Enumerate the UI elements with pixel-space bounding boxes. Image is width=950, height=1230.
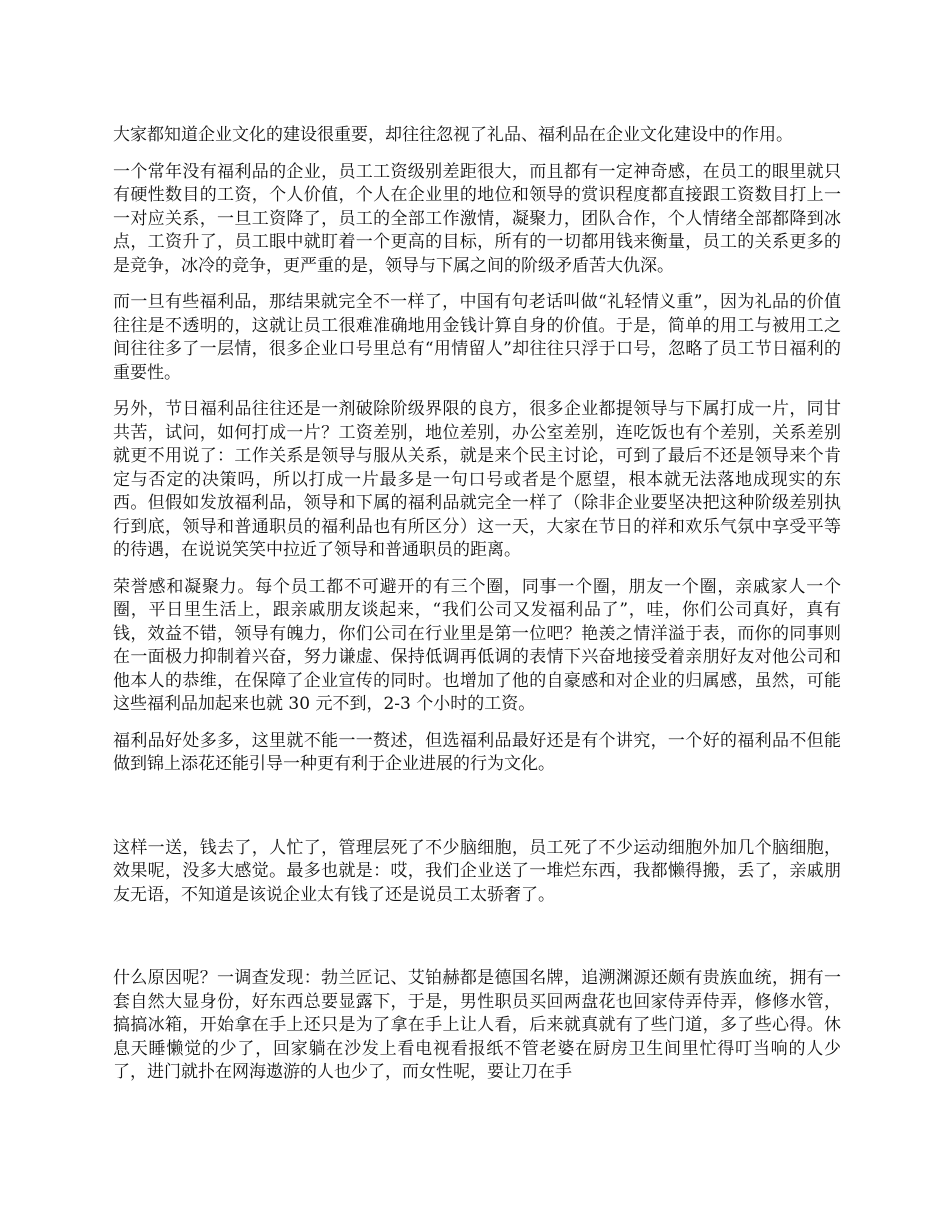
paragraph-class-barrier: 另外，节日福利品往往还是一剂破除阶级界限的良方，很多企业都提领导与下属打成一片，同甘共苦，试问，如何打成一片？工资差别，地位差别，办公室差别，连吃饭也有个差别，关系差别就更不用说了：工作关系是领导与服从关系，就是来个民主讨论，可到了最后不还是领导来个肯定与否定的决策吗，所以打成一片最多是一句口号或者是个愿望，根本就无法落地成现实的东西。但假如发放福利品，领导和下属的福利品就完全一样了（除非企业要坚决把这种阶级差别执行到底，领导和普通职员的福利品也有所区分）这一天，大家在节日的祥和欢乐气氛中享受平等的待遇，在说说笑笑中拉近了领导和普通职员的距离。 [113,399,841,560]
paragraph-benefits: 福利品好处多多，这里就不能一一赘述，但选福利品最好还是有个讲究，一个好的福利品不但能做到锦上添花还能引导一种更有利于企业进展的行为文化。 [113,730,841,774]
paragraph-intro: 大家都知道企业文化的建设很重要，却往往忽视了礼品、福利品在企业文化建设中的作用。 [113,125,793,145]
document-page [113,124,841,1098]
paragraph-honor-cohesion: 荣誉感和凝聚力。每个员工都不可避开的有三个圈，同事一个圈，朋友一个圈，亲戚家人一个圈，平日里生活上，跟亲戚朋友谈起来，“我们公司又发福利品了”，哇，你们公司真好，真有钱，效益不错，领导有魄力，你们公司在行业里是第一位吧？艳羡之情洋溢于表，而你的同事则在一面极力抑制着兴奋，努力谦虚、保持低调再低调的表情下兴奋地接受着亲朋好友对他公司和他本人的恭维，在保障了企业宣传的同时。也增加了他的自豪感和对企业的归属感，虽然，可能这些福利品加起来也就 30 元不到，2-3 个小时的工资。 [113,576,841,714]
paragraph-no-welfare: 一个常年没有福利品的企业，员工工资级别差距很大，而且都有一定神奇感，在员工的眼里就只有硬性数目的工资，个人价值，个人在企业里的地位和领导的赏识程度都直接跟工资数目打上一一对应关系，一旦工资降了，员工的全部工作激情，凝聚力，团队合作，个人情绪全部都降到冰点，工资升了，员工眼中就盯着一个更高的目标，所有的一切都用钱来衡量，员工的关系更多的是竞争，冰冷的竞争，更严重的是，领导与下属之间的阶级矛盾苦大仇深。 [113,161,841,276]
paragraph-with-welfare: 而一旦有些福利品，那结果就完全不一样了，中国有句老话叫做“礼轻情义重”，因为礼品的价值往往是不透明的，这就让员工很难准确地用金钱计算自身的价值。于是，简单的用工与被用工之间往往多了一层情，很多企业口号里总有“用情留人”却往往只浮于口号，忽略了员工节日福利的重要性。 [113,292,841,383]
paragraph-effect: 这样一送，钱去了，人忙了，管理层死了不少脑细胞，员工死了不少运动细胞外加几个脑细胞，效果呢，没多大感觉。最多也就是：哎，我们企业送了一堆烂东西，我都懒得搬，丢了，亲戚朋友无语，不知道是该说企业太有钱了还是说员工太骄奢了。 [113,837,841,905]
paragraph-reason: 什么原因呢？一调查发现：勃兰匠记、艾铂赫都是德国名牌，追溯渊源还颇有贵族血统，拥有一套自然大显身份，好东西总要显露下，于是，男性职员买回两盘花也回家侍弄侍弄，修修水管，搞搞冰箱，开始拿在手上还只是为了拿在手上让人看，后来就真就有了些门道，多了些心得。休息天睡懒觉的少了，回家躺在沙发上看电视看报纸不管老婆在厨房卫生间里忙得叮当响的人少了，进门就扑在网海遨游的人也少了，而女性呢，要让刀在手 [113,968,841,1082]
